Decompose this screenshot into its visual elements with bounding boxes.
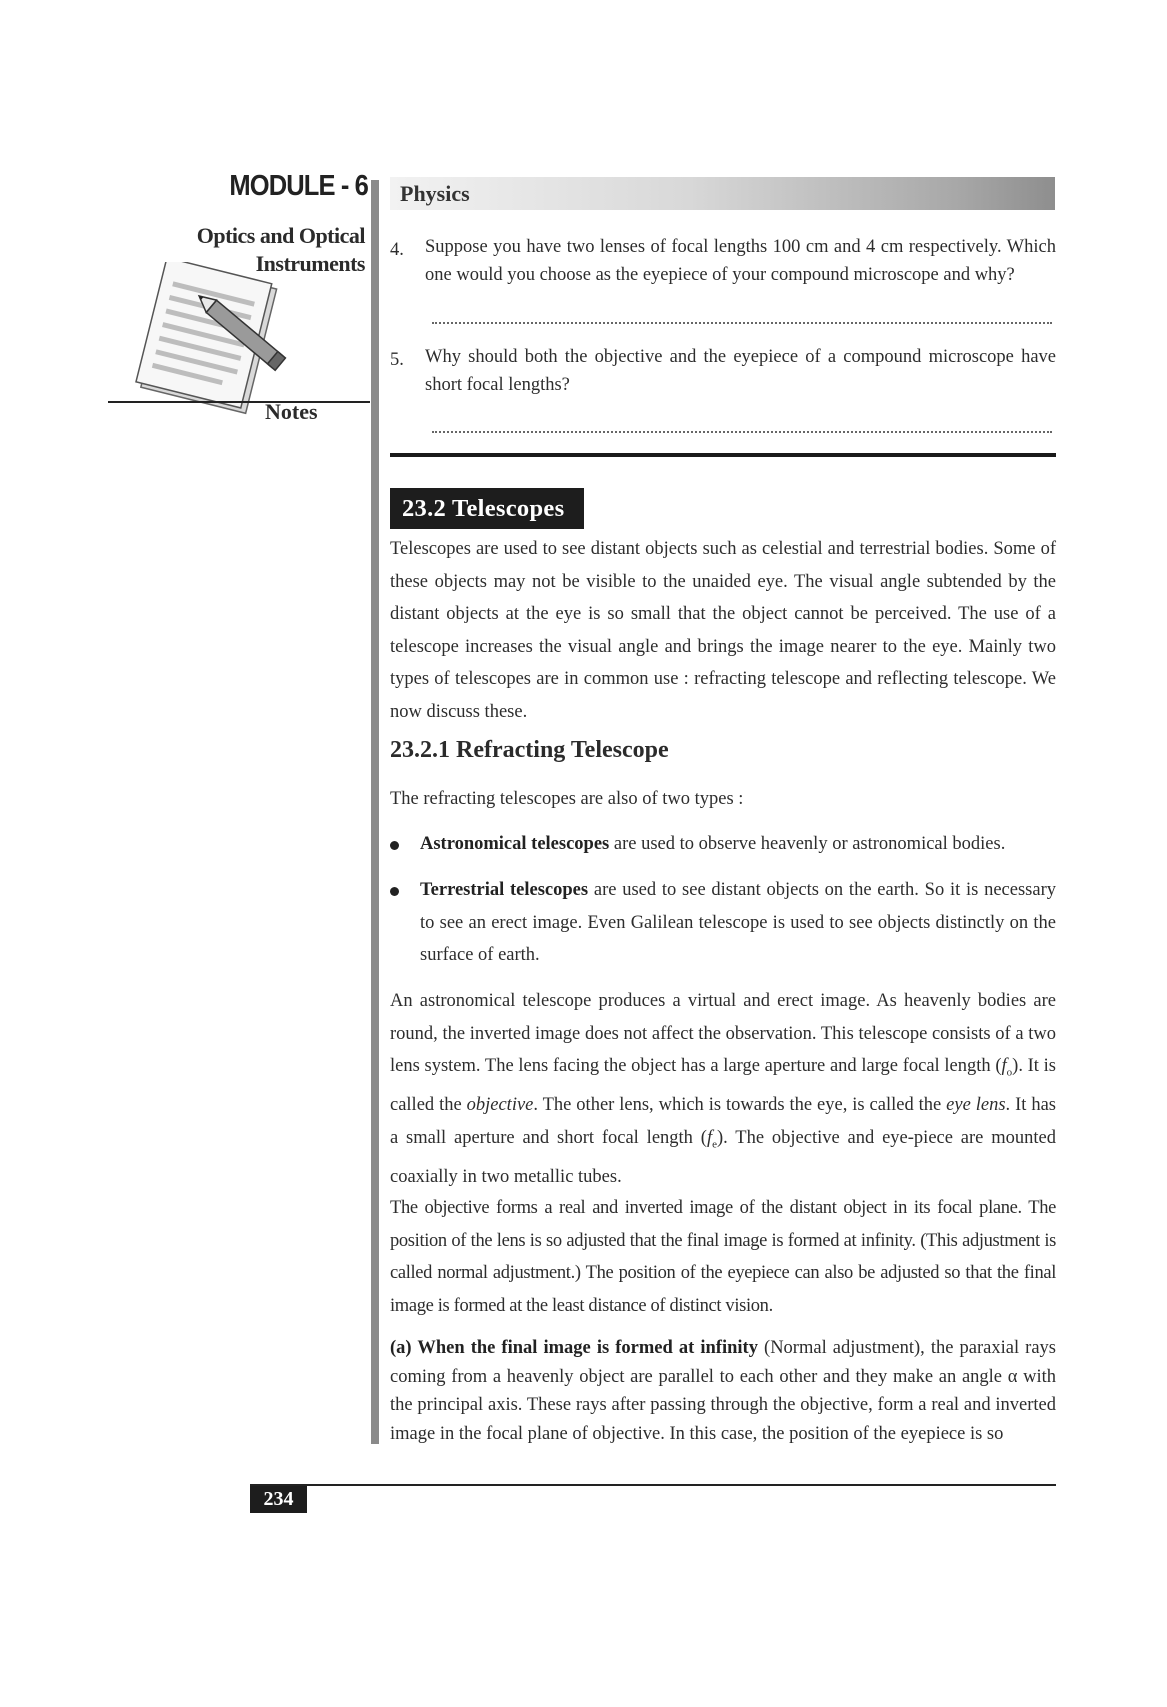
module-label: MODULE - 6 [229, 170, 368, 202]
subscript-o: o [1006, 1066, 1013, 1079]
question-text: Suppose you have two lenses of focal lengths 100 cm and 4 cm respectively. Which one would you choose as the eyepiece of your compound microscope and why? [425, 237, 1056, 285]
subsection-heading: 23.2.1 Refracting Telescope [390, 737, 669, 763]
unit-title-line2: Instruments [255, 251, 365, 276]
text-run: An astronomical telescope produces a virtual and erect image. As heavenly bodies are round, the inverted image does not affect the observation. This telescope consists of a two lens system. The lens facing the object has a large aperture and large focal length ( [390, 991, 1056, 1076]
bullet-icon [390, 841, 399, 850]
term-objective: objective [466, 1095, 534, 1116]
bullet-term: Astronomical telescopes [420, 834, 610, 854]
bullet-body: are used to observe heavenly or astronomical bodies. [609, 834, 1006, 854]
margin-bar [371, 180, 379, 1444]
question-number: 5. [390, 350, 404, 370]
bullet-icon [390, 887, 399, 896]
text-run: ). It is called the [390, 1056, 1056, 1116]
section-heading: 23.2 Telescopes [390, 488, 584, 529]
notes-pencil-icon [132, 262, 300, 422]
question-4 [390, 234, 1056, 289]
question-number: 4. [390, 240, 404, 260]
question-text: Why should both the objective and the eyepiece of a compound microscope have short focal lengths? [425, 347, 1056, 395]
answer-line [432, 431, 1052, 435]
subsection-lead: The refracting telescopes are also of two types : [390, 789, 744, 809]
paragraph-infinity [390, 1334, 1056, 1448]
bullet-item [390, 874, 1056, 972]
paragraph-lead: (a) When the final image is formed at infinity [390, 1338, 758, 1358]
term-eye-lens: eye lens [946, 1095, 1006, 1116]
bullet-term: Terrestrial telescopes [420, 880, 589, 900]
paragraph-body: (Normal adjustment), the paraxial rays coming from a heavenly object are parallel to each other and they make an angle α with the principal axis. These rays after passing through the objective, form a real and inverted image in the focal plane of objective. In this case, the position of the eyepiece is so [390, 1338, 1057, 1444]
text-run: ). The objective and eye-piece are mounted coaxially in two metallic tubes. [390, 1127, 1056, 1187]
bullet-text [420, 828, 1056, 861]
subject-header-label: Physics [400, 181, 470, 206]
bullet-body: are used to see distant objects on the earth. So it is necessary to see an erect image. Even Galilean telescope is used to see objects distinctly on the surface of earth. [420, 880, 1057, 965]
footer-rule [250, 1484, 1056, 1486]
notes-label: Notes [265, 399, 318, 424]
answer-line [432, 322, 1052, 326]
question-5 [390, 344, 1056, 399]
text-run: . The other lens, which is towards the eye, is called the [533, 1095, 947, 1116]
paragraph-astronomical [390, 985, 1056, 1193]
text-run: . It has a small aperture and short focal length ( [390, 1095, 1056, 1148]
page-number: 234 [250, 1486, 307, 1513]
symbol-f: f [1001, 1056, 1007, 1076]
subscript-e: e [712, 1138, 717, 1151]
section-intro: Telescopes are used to see distant objects such as celestial and terrestrial bodies. Some of these objects may not be visible to the unaided eye. The visual angle subtended by the distant objects at the eye is so small that the object cannot be perceived. The use of a telescope increases the visual angle and brings the image nearer to the eye. Mainly two types of telescopes are in common use : refracting telescope and reflecting telescope. We now discuss these. [390, 539, 1056, 722]
subject-header [390, 177, 1055, 210]
bullet-text [420, 874, 1056, 972]
unit-title-line1: Optics and Optical [196, 223, 365, 248]
bullet-item [390, 828, 1056, 861]
symbol-f: f [706, 1127, 713, 1148]
paragraph-objective: The objective forms a real and inverted image of the distant object in its focal plane. The position of the lens is so adjusted that the final image is formed at infinity. (This adjustment is called normal adjustment.) The position of the eyepiece can also be adjusted so that the final image is formed at the least distance of distinct vision. [390, 1198, 1056, 1316]
section-rule [390, 453, 1056, 457]
